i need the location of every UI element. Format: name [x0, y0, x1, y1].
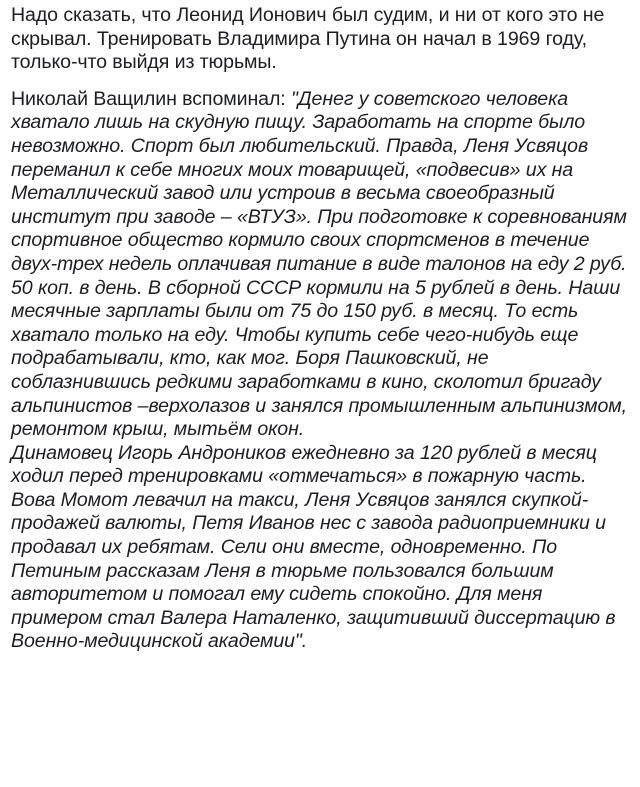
quote-paragraph — [11, 88, 629, 442]
quote-attribution: Николай Ващилин вспоминал: — [11, 87, 291, 110]
quote-text-part1: "Денег у советского человека хватало лишь на скудную пищу. Заработать на спорте было невозможно. Спорт был любительский. Правда, Леня Усвяцов переманил к себе многих моих товарищей, «подвесив» их на Металлический завод или устроив в весьма своеобразный институт при заводе – «ВТУЗ». При подготовке к соревнованиям спортивное общество кормило своих спортсменов в течение двух-трех недель оплачивая питание в виде талонов на еду 2 руб. 50 коп. в день. В сборной СССР кормили на 5 рублей в день. Наши месячные зарплаты были от 75 до 150 руб. в месяц. То есть хватало только на еду. Чтобы купить себе чего-нибудь еще подрабатывали, кто, как мог. Боря Пашковский, не соблазнившись редкими заработками в кино, сколотил бригаду альпинистов –верхолазов и занялся промышленным альпинизмом, ремонтом крыш, мытьём окон. — [11, 87, 627, 441]
post-body — [11, 4, 629, 654]
intro-paragraph: Надо сказать, что Леонид Ионович был судим, и ни от кого это не скрывал. Тренировать Владимира Путина он начал в 1969 году, только-что выйдя из тюрьмы. — [11, 4, 605, 74]
quote-text-part2: Динамовец Игорь Андроников ежедневно за 120 рублей в месяц ходил перед тренировками «отмечаться» в пожарную часть. Вова Момот левачил на такси, Леня Усвяцов занялся скупкой-продажей валюты, Петя Иванов нес с завода радиоприемники и продавал их ребятам. Сели они вместе, одновременно. По Петиным рассказам Леня в тюрьме пользовался большим авторитетом и помогал ему сидеть спокойно. Для меня примером стал Валера Наталенко, защитивший диссертацию в Военно-медицинской академии". — [11, 441, 616, 653]
